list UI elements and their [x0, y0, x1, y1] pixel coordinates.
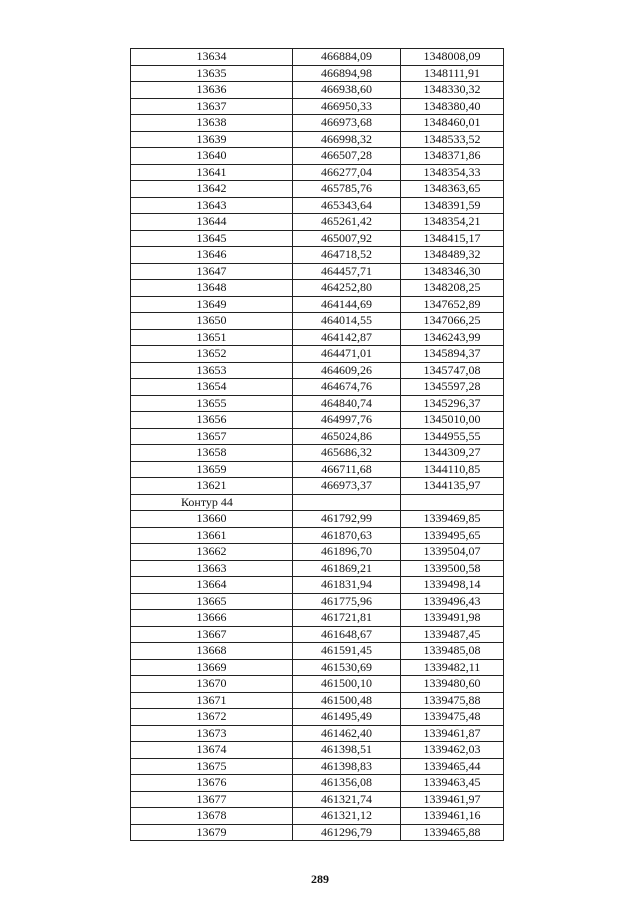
- table-row: [131, 214, 504, 231]
- x-coordinate-cell: 466894,98: [293, 65, 401, 82]
- point-id-cell: 13647: [131, 263, 293, 280]
- y-coordinate-cell: 1345597,28: [401, 379, 504, 396]
- section-empty-y: [401, 494, 504, 511]
- point-id-cell: 13662: [131, 544, 293, 561]
- table-row: [131, 593, 504, 610]
- point-id-cell: 13677: [131, 791, 293, 808]
- coordinates-table-body: [131, 49, 504, 841]
- table-row: [131, 263, 504, 280]
- x-coordinate-cell: 464252,80: [293, 280, 401, 297]
- x-coordinate-cell: 461721,81: [293, 610, 401, 627]
- table-row: [131, 230, 504, 247]
- x-coordinate-cell: 464014,55: [293, 313, 401, 330]
- table-row: [131, 379, 504, 396]
- y-coordinate-cell: 1348533,52: [401, 131, 504, 148]
- x-coordinate-cell: 461495,49: [293, 709, 401, 726]
- table-row: [131, 544, 504, 561]
- table-row: [131, 461, 504, 478]
- y-coordinate-cell: 1348354,21: [401, 214, 504, 231]
- point-id-cell: 13634: [131, 49, 293, 66]
- x-coordinate-cell: 464457,71: [293, 263, 401, 280]
- table-row: [131, 643, 504, 660]
- x-coordinate-cell: 461869,21: [293, 560, 401, 577]
- x-coordinate-cell: 466938,60: [293, 82, 401, 99]
- y-coordinate-cell: 1339491,98: [401, 610, 504, 627]
- x-coordinate-cell: 461356,08: [293, 775, 401, 792]
- table-row: [131, 98, 504, 115]
- y-coordinate-cell: 1339469,85: [401, 511, 504, 528]
- point-id-cell: 13649: [131, 296, 293, 313]
- table-row: [131, 692, 504, 709]
- point-id-cell: 13673: [131, 725, 293, 742]
- y-coordinate-cell: 1344955,55: [401, 428, 504, 445]
- y-coordinate-cell: 1339500,58: [401, 560, 504, 577]
- x-coordinate-cell: 461462,40: [293, 725, 401, 742]
- table-row: [131, 478, 504, 495]
- x-coordinate-cell: 461321,12: [293, 808, 401, 825]
- y-coordinate-cell: 1345747,08: [401, 362, 504, 379]
- point-id-cell: 13661: [131, 527, 293, 544]
- section-label: Контур 44: [131, 494, 293, 511]
- table-row: [131, 131, 504, 148]
- table-row: [131, 445, 504, 462]
- point-id-cell: 13621: [131, 478, 293, 495]
- point-id-cell: 13658: [131, 445, 293, 462]
- table-row: [131, 742, 504, 759]
- x-coordinate-cell: 465024,86: [293, 428, 401, 445]
- y-coordinate-cell: 1344309,27: [401, 445, 504, 462]
- table-row: [131, 148, 504, 165]
- table-row: [131, 511, 504, 528]
- x-coordinate-cell: 461398,51: [293, 742, 401, 759]
- x-coordinate-cell: 461530,69: [293, 659, 401, 676]
- table-row: [131, 82, 504, 99]
- table-row: [131, 296, 504, 313]
- table-row: [131, 412, 504, 429]
- x-coordinate-cell: 464609,26: [293, 362, 401, 379]
- table-row: [131, 659, 504, 676]
- x-coordinate-cell: 464718,52: [293, 247, 401, 264]
- y-coordinate-cell: 1348330,32: [401, 82, 504, 99]
- point-id-cell: 13670: [131, 676, 293, 693]
- table-row: [131, 49, 504, 66]
- x-coordinate-cell: 466507,28: [293, 148, 401, 165]
- table-row: [131, 758, 504, 775]
- table-row: [131, 247, 504, 264]
- table-row: [131, 280, 504, 297]
- x-coordinate-cell: 461775,96: [293, 593, 401, 610]
- y-coordinate-cell: 1339475,88: [401, 692, 504, 709]
- x-coordinate-cell: 461648,67: [293, 626, 401, 643]
- y-coordinate-cell: 1346243,99: [401, 329, 504, 346]
- point-id-cell: 13663: [131, 560, 293, 577]
- point-id-cell: 13641: [131, 164, 293, 181]
- table-row: [131, 626, 504, 643]
- y-coordinate-cell: 1339496,43: [401, 593, 504, 610]
- y-coordinate-cell: 1348346,30: [401, 263, 504, 280]
- point-id-cell: 13654: [131, 379, 293, 396]
- y-coordinate-cell: 1348489,32: [401, 247, 504, 264]
- y-coordinate-cell: 1348391,59: [401, 197, 504, 214]
- x-coordinate-cell: 464142,87: [293, 329, 401, 346]
- y-coordinate-cell: 1339465,44: [401, 758, 504, 775]
- table-row: [131, 115, 504, 132]
- x-coordinate-cell: 461831,94: [293, 577, 401, 594]
- y-coordinate-cell: 1348008,09: [401, 49, 504, 66]
- x-coordinate-cell: 464674,76: [293, 379, 401, 396]
- y-coordinate-cell: 1339461,97: [401, 791, 504, 808]
- y-coordinate-cell: 1348363,65: [401, 181, 504, 198]
- table-row: [131, 610, 504, 627]
- y-coordinate-cell: 1339463,45: [401, 775, 504, 792]
- point-id-cell: 13655: [131, 395, 293, 412]
- y-coordinate-cell: 1339482,11: [401, 659, 504, 676]
- x-coordinate-cell: 466711,68: [293, 461, 401, 478]
- point-id-cell: 13668: [131, 643, 293, 660]
- y-coordinate-cell: 1339487,45: [401, 626, 504, 643]
- x-coordinate-cell: 466998,32: [293, 131, 401, 148]
- point-id-cell: 13640: [131, 148, 293, 165]
- y-coordinate-cell: 1348415,17: [401, 230, 504, 247]
- point-id-cell: 13643: [131, 197, 293, 214]
- x-coordinate-cell: 465007,92: [293, 230, 401, 247]
- y-coordinate-cell: 1348460,01: [401, 115, 504, 132]
- y-coordinate-cell: 1339495,65: [401, 527, 504, 544]
- y-coordinate-cell: 1339498,14: [401, 577, 504, 594]
- y-coordinate-cell: 1348380,40: [401, 98, 504, 115]
- table-row: [131, 65, 504, 82]
- y-coordinate-cell: 1348371,86: [401, 148, 504, 165]
- table-row: [131, 428, 504, 445]
- x-coordinate-cell: 461792,99: [293, 511, 401, 528]
- table-row: [131, 527, 504, 544]
- section-empty-x: [293, 494, 401, 511]
- point-id-cell: 13666: [131, 610, 293, 627]
- point-id-cell: 13648: [131, 280, 293, 297]
- x-coordinate-cell: 466950,33: [293, 98, 401, 115]
- y-coordinate-cell: 1347652,89: [401, 296, 504, 313]
- point-id-cell: 13637: [131, 98, 293, 115]
- y-coordinate-cell: 1348208,25: [401, 280, 504, 297]
- point-id-cell: 13664: [131, 577, 293, 594]
- table-row: [131, 197, 504, 214]
- point-id-cell: 13656: [131, 412, 293, 429]
- y-coordinate-cell: 1344110,85: [401, 461, 504, 478]
- x-coordinate-cell: 466973,68: [293, 115, 401, 132]
- x-coordinate-cell: 461296,79: [293, 824, 401, 841]
- point-id-cell: 13639: [131, 131, 293, 148]
- table-row: [131, 164, 504, 181]
- point-id-cell: 13642: [131, 181, 293, 198]
- y-coordinate-cell: 1339462,03: [401, 742, 504, 759]
- y-coordinate-cell: 1339465,88: [401, 824, 504, 841]
- point-id-cell: 13659: [131, 461, 293, 478]
- y-coordinate-cell: 1345296,37: [401, 395, 504, 412]
- table-row: [131, 329, 504, 346]
- y-coordinate-cell: 1345894,37: [401, 346, 504, 363]
- y-coordinate-cell: 1339504,07: [401, 544, 504, 561]
- y-coordinate-cell: 1348354,33: [401, 164, 504, 181]
- x-coordinate-cell: 461870,63: [293, 527, 401, 544]
- x-coordinate-cell: 464471,01: [293, 346, 401, 363]
- page-number: 289: [311, 872, 329, 886]
- table-row: [131, 181, 504, 198]
- table-row: [131, 791, 504, 808]
- x-coordinate-cell: 465785,76: [293, 181, 401, 198]
- x-coordinate-cell: 461896,70: [293, 544, 401, 561]
- point-id-cell: 13646: [131, 247, 293, 264]
- y-coordinate-cell: 1344135,97: [401, 478, 504, 495]
- x-coordinate-cell: 465343,64: [293, 197, 401, 214]
- x-coordinate-cell: 461500,10: [293, 676, 401, 693]
- table-row: [131, 709, 504, 726]
- table-row: [131, 560, 504, 577]
- point-id-cell: 13651: [131, 329, 293, 346]
- table-row: [131, 676, 504, 693]
- x-coordinate-cell: 466277,04: [293, 164, 401, 181]
- point-id-cell: 13671: [131, 692, 293, 709]
- y-coordinate-cell: 1345010,00: [401, 412, 504, 429]
- coordinates-table: [130, 48, 504, 841]
- point-id-cell: 13669: [131, 659, 293, 676]
- point-id-cell: 13645: [131, 230, 293, 247]
- table-row: [131, 313, 504, 330]
- x-coordinate-cell: 466884,09: [293, 49, 401, 66]
- point-id-cell: 13667: [131, 626, 293, 643]
- y-coordinate-cell: 1339485,08: [401, 643, 504, 660]
- x-coordinate-cell: 461398,83: [293, 758, 401, 775]
- point-id-cell: 13676: [131, 775, 293, 792]
- section-row: [131, 494, 504, 511]
- y-coordinate-cell: 1339480,60: [401, 676, 504, 693]
- table-row: [131, 775, 504, 792]
- table-row: [131, 725, 504, 742]
- table-row: [131, 395, 504, 412]
- y-coordinate-cell: 1348111,91: [401, 65, 504, 82]
- x-coordinate-cell: 464997,76: [293, 412, 401, 429]
- x-coordinate-cell: 464144,69: [293, 296, 401, 313]
- x-coordinate-cell: 465686,32: [293, 445, 401, 462]
- x-coordinate-cell: 464840,74: [293, 395, 401, 412]
- point-id-cell: 13653: [131, 362, 293, 379]
- y-coordinate-cell: 1347066,25: [401, 313, 504, 330]
- table-row: [131, 346, 504, 363]
- table-row: [131, 362, 504, 379]
- point-id-cell: 13657: [131, 428, 293, 445]
- point-id-cell: 13644: [131, 214, 293, 231]
- point-id-cell: 13679: [131, 824, 293, 841]
- point-id-cell: 13638: [131, 115, 293, 132]
- point-id-cell: 13650: [131, 313, 293, 330]
- point-id-cell: 13652: [131, 346, 293, 363]
- table-row: [131, 808, 504, 825]
- point-id-cell: 13636: [131, 82, 293, 99]
- y-coordinate-cell: 1339461,16: [401, 808, 504, 825]
- x-coordinate-cell: 466973,37: [293, 478, 401, 495]
- table-row: [131, 824, 504, 841]
- point-id-cell: 13675: [131, 758, 293, 775]
- point-id-cell: 13678: [131, 808, 293, 825]
- point-id-cell: 13674: [131, 742, 293, 759]
- y-coordinate-cell: 1339461,87: [401, 725, 504, 742]
- point-id-cell: 13672: [131, 709, 293, 726]
- x-coordinate-cell: 465261,42: [293, 214, 401, 231]
- point-id-cell: 13660: [131, 511, 293, 528]
- y-coordinate-cell: 1339475,48: [401, 709, 504, 726]
- table-row: [131, 577, 504, 594]
- x-coordinate-cell: 461321,74: [293, 791, 401, 808]
- x-coordinate-cell: 461500,48: [293, 692, 401, 709]
- point-id-cell: 13635: [131, 65, 293, 82]
- x-coordinate-cell: 461591,45: [293, 643, 401, 660]
- point-id-cell: 13665: [131, 593, 293, 610]
